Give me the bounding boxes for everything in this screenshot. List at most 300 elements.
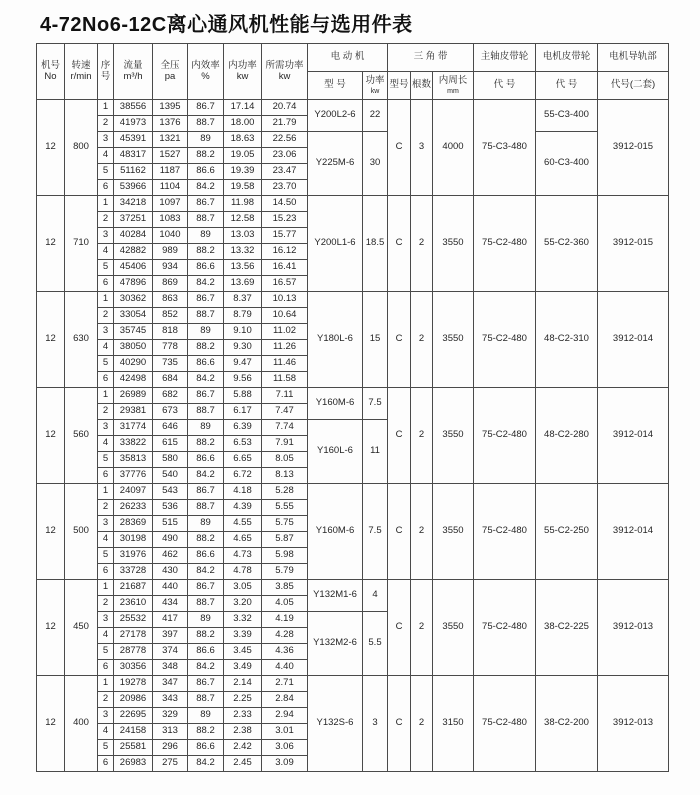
required-power-cell: 3.09 — [262, 756, 308, 772]
seq-cell: 3 — [98, 132, 114, 148]
flow-cell: 19278 — [114, 676, 153, 692]
efficiency-cell: 86.7 — [188, 484, 224, 500]
speed-cell: 500 — [65, 484, 98, 580]
pressure-cell: 490 — [153, 532, 188, 548]
efficiency-cell: 86.6 — [188, 740, 224, 756]
pressure-cell: 397 — [153, 628, 188, 644]
seq-cell: 4 — [98, 148, 114, 164]
seq-cell: 3 — [98, 708, 114, 724]
inner-power-cell: 2.25 — [224, 692, 262, 708]
efficiency-cell: 86.7 — [188, 388, 224, 404]
flow-cell: 45406 — [114, 260, 153, 276]
seq-cell: 4 — [98, 244, 114, 260]
flow-cell: 28778 — [114, 644, 153, 660]
flow-cell: 26983 — [114, 756, 153, 772]
required-power-cell: 2.94 — [262, 708, 308, 724]
belt-length-cell: 4000 — [433, 100, 474, 196]
motor-power-cell: 11 — [363, 420, 388, 484]
inner-power-cell: 18.00 — [224, 116, 262, 132]
spindle-pulley-cell: 75-C2-480 — [474, 580, 536, 676]
header-belt-length: 内周长 mm — [433, 72, 474, 100]
pressure-cell: 440 — [153, 580, 188, 596]
efficiency-cell: 86.6 — [188, 260, 224, 276]
flow-cell: 30356 — [114, 660, 153, 676]
speed-cell: 710 — [65, 196, 98, 292]
table-row — [37, 484, 669, 500]
flow-cell: 35813 — [114, 452, 153, 468]
flow-cell: 24158 — [114, 724, 153, 740]
required-power-cell: 5.87 — [262, 532, 308, 548]
rail-cell: 3912-013 — [598, 580, 669, 676]
efficiency-cell: 88.7 — [188, 692, 224, 708]
pressure-cell: 989 — [153, 244, 188, 260]
efficiency-cell: 88.2 — [188, 148, 224, 164]
pressure-cell: 417 — [153, 612, 188, 628]
seq-cell: 6 — [98, 564, 114, 580]
inner-power-cell: 12.58 — [224, 212, 262, 228]
pressure-cell: 329 — [153, 708, 188, 724]
flow-cell: 33728 — [114, 564, 153, 580]
seq-cell: 5 — [98, 740, 114, 756]
motor-pulley-cell: 60-C3-400 — [536, 132, 598, 196]
machine-no-cell: 12 — [37, 580, 65, 676]
rail-cell: 3912-014 — [598, 388, 669, 484]
inner-power-cell: 11.98 — [224, 196, 262, 212]
flow-cell: 28369 — [114, 516, 153, 532]
pressure-cell: 1040 — [153, 228, 188, 244]
belt-model-cell: C — [388, 580, 411, 676]
header-motor-group: 电 动 机 — [308, 44, 388, 72]
pressure-cell: 347 — [153, 676, 188, 692]
motor-pulley-cell: 48-C2-280 — [536, 388, 598, 484]
pressure-cell: 682 — [153, 388, 188, 404]
efficiency-cell: 84.2 — [188, 372, 224, 388]
motor-model-cell: Y132S-6 — [308, 676, 363, 772]
flow-cell: 31976 — [114, 548, 153, 564]
inner-power-cell: 4.18 — [224, 484, 262, 500]
required-power-cell: 5.75 — [262, 516, 308, 532]
header-machine-no: 机号 No — [37, 44, 65, 100]
motor-model-cell: Y160L-6 — [308, 420, 363, 484]
header-inner-power: 内功率 kw — [224, 44, 262, 100]
flow-cell: 26233 — [114, 500, 153, 516]
inner-power-cell: 4.39 — [224, 500, 262, 516]
required-power-cell: 5.98 — [262, 548, 308, 564]
spindle-pulley-cell: 75-C2-480 — [474, 196, 536, 292]
inner-power-cell: 4.73 — [224, 548, 262, 564]
page-title: 4-72No6-12C离心通风机性能与选用件表 — [40, 14, 413, 36]
flow-cell: 26989 — [114, 388, 153, 404]
inner-power-cell: 4.65 — [224, 532, 262, 548]
efficiency-cell: 88.7 — [188, 116, 224, 132]
seq-cell: 5 — [98, 356, 114, 372]
motor-power-cell: 5.5 — [363, 612, 388, 676]
pressure-cell: 462 — [153, 548, 188, 564]
inner-power-cell: 13.56 — [224, 260, 262, 276]
flow-cell: 51162 — [114, 164, 153, 180]
pressure-cell: 615 — [153, 436, 188, 452]
flow-cell: 31774 — [114, 420, 153, 436]
pressure-cell: 646 — [153, 420, 188, 436]
inner-power-cell: 3.05 — [224, 580, 262, 596]
efficiency-cell: 84.2 — [188, 660, 224, 676]
efficiency-cell: 86.6 — [188, 356, 224, 372]
inner-power-cell: 13.03 — [224, 228, 262, 244]
efficiency-cell: 86.7 — [188, 292, 224, 308]
required-power-cell: 15.23 — [262, 212, 308, 228]
flow-cell: 41973 — [114, 116, 153, 132]
seq-cell: 3 — [98, 228, 114, 244]
rail-cell: 3912-015 — [598, 196, 669, 292]
pressure-cell: 515 — [153, 516, 188, 532]
seq-cell: 5 — [98, 164, 114, 180]
belt-count-cell: 2 — [411, 580, 433, 676]
header-seq: 序 号 — [98, 44, 114, 100]
spindle-pulley-cell: 75-C2-480 — [474, 292, 536, 388]
inner-power-cell: 2.33 — [224, 708, 262, 724]
required-power-cell: 7.11 — [262, 388, 308, 404]
efficiency-cell: 86.7 — [188, 100, 224, 116]
required-power-cell: 5.28 — [262, 484, 308, 500]
required-power-cell: 14.50 — [262, 196, 308, 212]
pressure-cell: 580 — [153, 452, 188, 468]
motor-power-cell: 15 — [363, 292, 388, 388]
efficiency-cell: 88.2 — [188, 244, 224, 260]
required-power-cell: 20.74 — [262, 100, 308, 116]
required-power-cell: 16.57 — [262, 276, 308, 292]
required-power-cell: 4.28 — [262, 628, 308, 644]
machine-no-cell: 12 — [37, 676, 65, 772]
pressure-cell: 778 — [153, 340, 188, 356]
table-body — [37, 100, 669, 772]
table-row — [37, 196, 669, 212]
flow-cell: 33054 — [114, 308, 153, 324]
efficiency-cell: 89 — [188, 324, 224, 340]
inner-power-cell: 18.63 — [224, 132, 262, 148]
pressure-cell: 1104 — [153, 180, 188, 196]
motor-pulley-cell: 38-C2-225 — [536, 580, 598, 676]
machine-no-cell: 12 — [37, 388, 65, 484]
belt-model-cell: C — [388, 388, 411, 484]
efficiency-cell: 88.7 — [188, 404, 224, 420]
flow-cell: 22695 — [114, 708, 153, 724]
table-row — [37, 100, 669, 116]
required-power-cell: 4.40 — [262, 660, 308, 676]
inner-power-cell: 6.39 — [224, 420, 262, 436]
pressure-cell: 374 — [153, 644, 188, 660]
belt-count-cell: 2 — [411, 484, 433, 580]
inner-power-cell: 9.56 — [224, 372, 262, 388]
spindle-pulley-cell: 75-C2-480 — [474, 676, 536, 772]
pressure-cell: 1395 — [153, 100, 188, 116]
flow-cell: 35745 — [114, 324, 153, 340]
motor-power-cell: 18.5 — [363, 196, 388, 292]
seq-cell: 1 — [98, 676, 114, 692]
rail-cell: 3912-013 — [598, 676, 669, 772]
required-power-cell: 22.56 — [262, 132, 308, 148]
required-power-cell: 8.05 — [262, 452, 308, 468]
flow-cell: 37251 — [114, 212, 153, 228]
flow-cell: 47896 — [114, 276, 153, 292]
efficiency-cell: 88.7 — [188, 308, 224, 324]
header-rail-code: 代号(二套) — [598, 72, 669, 100]
motor-power-cell: 7.5 — [363, 484, 388, 580]
seq-cell: 1 — [98, 292, 114, 308]
fan-spec-table — [36, 43, 669, 772]
flow-cell: 20986 — [114, 692, 153, 708]
seq-cell: 2 — [98, 596, 114, 612]
header-required-power: 所需功率 kw — [262, 44, 308, 100]
motor-model-cell: Y200L2-6 — [308, 100, 363, 132]
inner-power-cell: 19.39 — [224, 164, 262, 180]
seq-cell: 3 — [98, 420, 114, 436]
efficiency-cell: 88.7 — [188, 212, 224, 228]
required-power-cell: 10.64 — [262, 308, 308, 324]
belt-length-cell: 3550 — [433, 196, 474, 292]
efficiency-cell: 88.2 — [188, 628, 224, 644]
speed-cell: 560 — [65, 388, 98, 484]
efficiency-cell: 89 — [188, 132, 224, 148]
header-motor-power: 功率 kw — [363, 72, 388, 100]
flow-cell: 27178 — [114, 628, 153, 644]
required-power-cell: 4.36 — [262, 644, 308, 660]
efficiency-cell: 86.6 — [188, 548, 224, 564]
flow-cell: 42498 — [114, 372, 153, 388]
pressure-cell: 430 — [153, 564, 188, 580]
motor-model-cell: Y132M1-6 — [308, 580, 363, 612]
belt-length-cell: 3550 — [433, 484, 474, 580]
inner-power-cell: 13.69 — [224, 276, 262, 292]
machine-no-cell: 12 — [37, 196, 65, 292]
rail-cell: 3912-014 — [598, 484, 669, 580]
seq-cell: 3 — [98, 612, 114, 628]
efficiency-cell: 88.7 — [188, 596, 224, 612]
inner-power-cell: 3.49 — [224, 660, 262, 676]
inner-power-cell: 5.88 — [224, 388, 262, 404]
motor-power-cell: 7.5 — [363, 388, 388, 420]
efficiency-cell: 89 — [188, 516, 224, 532]
required-power-cell: 23.70 — [262, 180, 308, 196]
flow-cell: 29381 — [114, 404, 153, 420]
table-row — [37, 388, 669, 404]
inner-power-cell: 9.30 — [224, 340, 262, 356]
seq-cell: 4 — [98, 532, 114, 548]
flow-cell: 21687 — [114, 580, 153, 596]
inner-power-cell: 9.10 — [224, 324, 262, 340]
required-power-cell: 15.77 — [262, 228, 308, 244]
belt-count-cell: 2 — [411, 676, 433, 772]
efficiency-cell: 84.2 — [188, 276, 224, 292]
seq-cell: 6 — [98, 372, 114, 388]
seq-cell: 2 — [98, 116, 114, 132]
seq-cell: 2 — [98, 404, 114, 420]
pressure-cell: 863 — [153, 292, 188, 308]
required-power-cell: 21.79 — [262, 116, 308, 132]
required-power-cell: 23.06 — [262, 148, 308, 164]
seq-cell: 5 — [98, 548, 114, 564]
inner-power-cell: 6.72 — [224, 468, 262, 484]
flow-cell: 48317 — [114, 148, 153, 164]
efficiency-cell: 86.6 — [188, 644, 224, 660]
required-power-cell: 4.05 — [262, 596, 308, 612]
pressure-cell: 348 — [153, 660, 188, 676]
flow-cell: 30198 — [114, 532, 153, 548]
efficiency-cell: 88.2 — [188, 436, 224, 452]
flow-cell: 24097 — [114, 484, 153, 500]
required-power-cell: 7.47 — [262, 404, 308, 420]
table-row — [37, 676, 669, 692]
efficiency-cell: 84.2 — [188, 756, 224, 772]
efficiency-cell: 86.7 — [188, 196, 224, 212]
motor-model-cell: Y160M-6 — [308, 388, 363, 420]
inner-power-cell: 3.32 — [224, 612, 262, 628]
machine-no-cell: 12 — [37, 484, 65, 580]
belt-length-cell: 3150 — [433, 676, 474, 772]
seq-cell: 2 — [98, 308, 114, 324]
inner-power-cell: 19.05 — [224, 148, 262, 164]
flow-cell: 33822 — [114, 436, 153, 452]
flow-cell: 40284 — [114, 228, 153, 244]
inner-power-cell: 9.47 — [224, 356, 262, 372]
pressure-cell: 313 — [153, 724, 188, 740]
efficiency-cell: 88.2 — [188, 724, 224, 740]
pressure-cell: 852 — [153, 308, 188, 324]
seq-cell: 3 — [98, 516, 114, 532]
flow-cell: 53966 — [114, 180, 153, 196]
flow-cell: 45391 — [114, 132, 153, 148]
required-power-cell: 2.71 — [262, 676, 308, 692]
spindle-pulley-cell: 75-C3-480 — [474, 100, 536, 196]
pressure-cell: 934 — [153, 260, 188, 276]
seq-cell: 5 — [98, 260, 114, 276]
rail-cell: 3912-014 — [598, 292, 669, 388]
required-power-cell: 11.02 — [262, 324, 308, 340]
belt-model-cell: C — [388, 484, 411, 580]
inner-power-cell: 2.42 — [224, 740, 262, 756]
flow-cell: 37776 — [114, 468, 153, 484]
header-efficiency: 内效率 % — [188, 44, 224, 100]
seq-cell: 1 — [98, 196, 114, 212]
header-pressure: 全压 pa — [153, 44, 188, 100]
belt-length-cell: 3550 — [433, 388, 474, 484]
seq-cell: 5 — [98, 452, 114, 468]
spindle-pulley-cell: 75-C2-480 — [474, 484, 536, 580]
efficiency-cell: 89 — [188, 708, 224, 724]
required-power-cell: 8.13 — [262, 468, 308, 484]
required-power-cell: 11.58 — [262, 372, 308, 388]
pressure-cell: 1187 — [153, 164, 188, 180]
motor-pulley-cell: 55-C2-250 — [536, 484, 598, 580]
seq-cell: 2 — [98, 500, 114, 516]
belt-length-cell: 3550 — [433, 292, 474, 388]
spindle-pulley-cell: 75-C2-480 — [474, 388, 536, 484]
motor-power-cell: 3 — [363, 676, 388, 772]
seq-cell: 6 — [98, 276, 114, 292]
motor-model-cell: Y225M-6 — [308, 132, 363, 196]
motor-model-cell: Y132M2-6 — [308, 612, 363, 676]
flow-cell: 25532 — [114, 612, 153, 628]
inner-power-cell: 13.32 — [224, 244, 262, 260]
pressure-cell: 543 — [153, 484, 188, 500]
speed-cell: 450 — [65, 580, 98, 676]
rail-cell: 3912-015 — [598, 100, 669, 196]
flow-cell: 40290 — [114, 356, 153, 372]
motor-pulley-cell: 55-C3-400 — [536, 100, 598, 132]
flow-cell: 25581 — [114, 740, 153, 756]
header-rail-group: 电机导轨部 — [598, 44, 669, 72]
belt-count-cell: 2 — [411, 388, 433, 484]
inner-power-cell: 6.17 — [224, 404, 262, 420]
motor-power-cell: 22 — [363, 100, 388, 132]
inner-power-cell: 4.78 — [224, 564, 262, 580]
motor-pulley-cell: 38-C2-200 — [536, 676, 598, 772]
header-speed: 转速 r/min — [65, 44, 98, 100]
required-power-cell: 16.41 — [262, 260, 308, 276]
seq-cell: 4 — [98, 436, 114, 452]
required-power-cell: 11.26 — [262, 340, 308, 356]
efficiency-cell: 86.7 — [188, 580, 224, 596]
inner-power-cell: 3.45 — [224, 644, 262, 660]
pressure-cell: 1321 — [153, 132, 188, 148]
header-belt-count: 根数 — [411, 72, 433, 100]
pressure-cell: 296 — [153, 740, 188, 756]
inner-power-cell: 3.39 — [224, 628, 262, 644]
pressure-cell: 673 — [153, 404, 188, 420]
pressure-cell: 684 — [153, 372, 188, 388]
efficiency-cell: 89 — [188, 228, 224, 244]
flow-cell: 34218 — [114, 196, 153, 212]
required-power-cell: 10.13 — [262, 292, 308, 308]
efficiency-cell: 89 — [188, 420, 224, 436]
inner-power-cell: 4.55 — [224, 516, 262, 532]
seq-cell: 6 — [98, 468, 114, 484]
speed-cell: 800 — [65, 100, 98, 196]
motor-model-cell: Y200L1-6 — [308, 196, 363, 292]
table-header — [37, 44, 669, 100]
header-belt-model: 型号 — [388, 72, 411, 100]
required-power-cell: 5.55 — [262, 500, 308, 516]
belt-model-cell: C — [388, 676, 411, 772]
table-row — [37, 292, 669, 308]
inner-power-cell: 2.38 — [224, 724, 262, 740]
efficiency-cell: 86.7 — [188, 676, 224, 692]
header-motor-pulley-group: 电机皮带轮 — [536, 44, 598, 72]
speed-cell: 630 — [65, 292, 98, 388]
inner-power-cell: 6.53 — [224, 436, 262, 452]
seq-cell: 3 — [98, 324, 114, 340]
flow-cell: 42882 — [114, 244, 153, 260]
machine-no-cell: 12 — [37, 292, 65, 388]
header-spindle-pulley-group: 主轴皮带轮 — [474, 44, 536, 72]
inner-power-cell: 8.79 — [224, 308, 262, 324]
inner-power-cell: 17.14 — [224, 100, 262, 116]
seq-cell: 5 — [98, 644, 114, 660]
belt-count-cell: 3 — [411, 100, 433, 196]
seq-cell: 4 — [98, 724, 114, 740]
belt-count-cell: 2 — [411, 196, 433, 292]
required-power-cell: 3.85 — [262, 580, 308, 596]
seq-cell: 2 — [98, 212, 114, 228]
belt-model-cell: C — [388, 196, 411, 292]
pressure-cell: 735 — [153, 356, 188, 372]
pressure-cell: 343 — [153, 692, 188, 708]
efficiency-cell: 89 — [188, 612, 224, 628]
efficiency-cell: 84.2 — [188, 564, 224, 580]
motor-model-cell: Y160M-6 — [308, 484, 363, 580]
required-power-cell: 23.47 — [262, 164, 308, 180]
table-row — [37, 580, 669, 596]
pressure-cell: 434 — [153, 596, 188, 612]
